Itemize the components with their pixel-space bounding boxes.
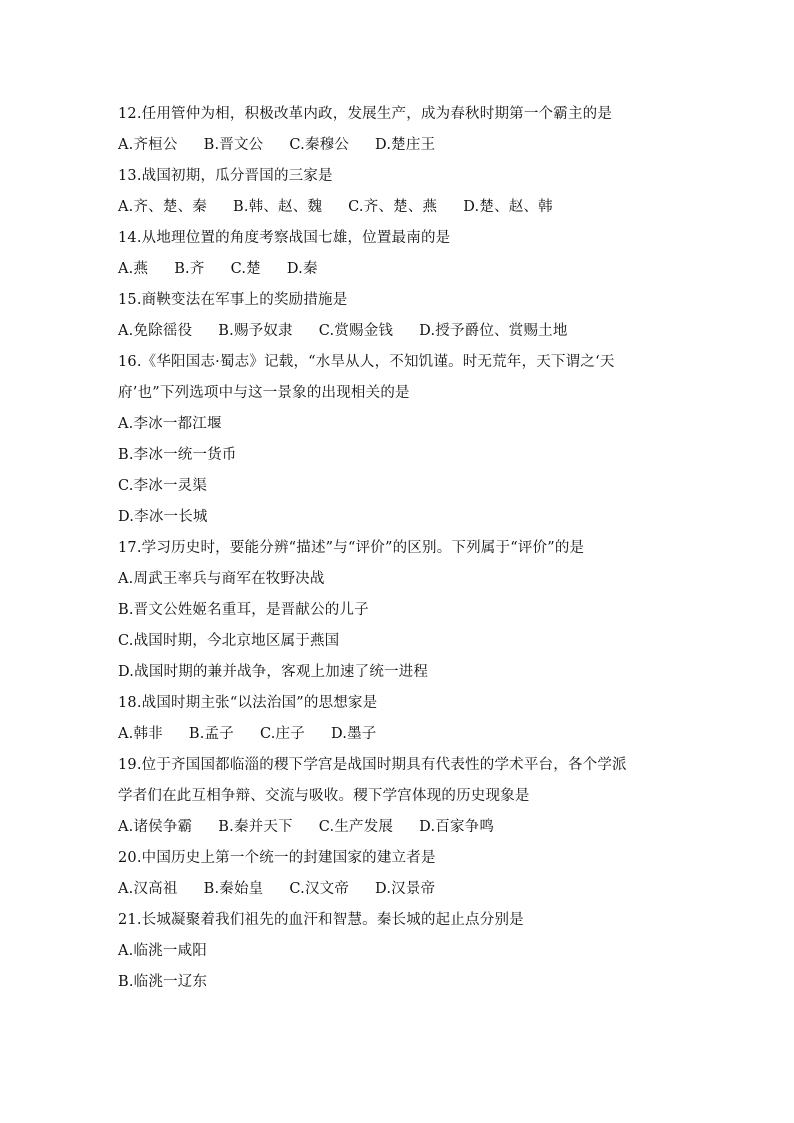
answer-option: D.汉景帝 — [375, 881, 436, 897]
question-stem: 20.中国历史上第一个统一的封建国家的建立者是 — [118, 850, 436, 866]
answer-option: A.周武王率兵与商军在牧野决战 — [118, 571, 325, 587]
answer-option: A.齐桓公 — [118, 137, 178, 153]
question-stem: 14.从地理位置的角度考察战国七雄，位置最南的是 — [118, 230, 451, 246]
answer-option: C.秦穆公 — [289, 137, 350, 153]
question-stem: 13.战国初期，瓜分晋国的三家是 — [118, 168, 333, 184]
answer-option: A.诸侯争霸 — [118, 819, 193, 835]
question-stem: 16.《华阳国志·蜀志》记载，“水旱从人，不知饥谨。时无荒年，天下谓之‘天 — [118, 354, 615, 370]
question-block — [118, 161, 698, 223]
answer-option: B.李冰一统一货币 — [118, 447, 237, 463]
answer-option: C.齐、楚、燕 — [348, 199, 438, 215]
question-block — [118, 750, 698, 843]
options-row — [118, 130, 698, 161]
answer-option: A.韩非 — [118, 726, 163, 742]
answer-option: D.百家争鸣 — [419, 819, 495, 835]
question-stem: 府’也”下列选项中与这一景象的出现相关的是 — [118, 385, 410, 401]
options-row — [118, 254, 698, 285]
answer-option: D.授予爵位、赏赐土地 — [419, 323, 568, 339]
options-row — [118, 812, 698, 843]
answer-option: A.临洮一咸阳 — [118, 943, 207, 959]
answer-option: B.赐予奴隶 — [218, 323, 293, 339]
answer-option: A.免除徭役 — [118, 323, 193, 339]
answer-option: D.楚庄王 — [375, 137, 436, 153]
answer-option: B.秦始皇 — [203, 881, 264, 897]
question-block — [118, 533, 698, 688]
answer-option: A.齐、楚、秦 — [118, 199, 207, 215]
question-block — [118, 99, 698, 161]
question-block — [118, 223, 698, 285]
answer-option: C.汉文帝 — [289, 881, 350, 897]
answer-option: B.孟子 — [188, 726, 234, 742]
options-row — [118, 192, 698, 223]
answer-option: A.汉高祖 — [118, 881, 178, 897]
question-stem: 18.战国时期主张“以法治国”的思想家是 — [118, 695, 378, 711]
answer-option: C.赏赐金钱 — [318, 323, 394, 339]
answer-option: B.韩、赵、魏 — [232, 199, 323, 215]
answer-option: D.墨子 — [330, 726, 377, 742]
question-stem: 17.学习历史时，要能分辨“描述”与“评价”的区别。下列属于“评价”的是 — [118, 540, 585, 556]
answer-option: D.秦 — [286, 261, 318, 277]
options-row — [118, 316, 698, 347]
question-block — [118, 347, 698, 533]
answer-option: C.楚 — [230, 261, 261, 277]
answer-option: A.李冰一都江堰 — [118, 416, 222, 432]
answer-option: B.晋文公 — [203, 137, 264, 153]
answer-option: C.战国时期，今北京地区属于燕国 — [118, 633, 340, 649]
options-row — [118, 719, 698, 750]
question-block — [118, 688, 698, 750]
question-stem: 21.长城凝聚着我们祖先的血汗和智慧。秦长城的起止点分别是 — [118, 912, 524, 928]
question-list — [118, 99, 698, 998]
answer-option: D.李冰一长城 — [118, 509, 208, 525]
answer-option: A.燕 — [118, 261, 149, 277]
answer-option: C.李冰一灵渠 — [118, 478, 208, 494]
answer-option: C.生产发展 — [318, 819, 394, 835]
answer-option: C.庄子 — [259, 726, 305, 742]
answer-option: B.临洮一辽东 — [118, 974, 208, 990]
question-block — [118, 285, 698, 347]
question-block — [118, 905, 698, 998]
answer-option: D.战国时期的兼并战争，客观上加速了统一进程 — [118, 664, 429, 680]
answer-option: D.楚、赵、韩 — [463, 199, 553, 215]
question-block — [118, 843, 698, 905]
question-stem: 学者们在此互相争辩、交流与吸收。稷下学宫体现的历史现象是 — [118, 788, 530, 804]
answer-option: B.秦并天下 — [218, 819, 293, 835]
options-row — [118, 874, 698, 905]
question-stem: 19.位于齐国国都临淄的稷下学宫是战国时期具有代表性的学术平台，各个学派 — [118, 757, 627, 773]
question-stem: 15.商鞅变法在军事上的奖励措施是 — [118, 292, 348, 308]
answer-option: B.齐 — [174, 261, 205, 277]
answer-option: B.晋文公姓姬名重耳，是晋献公的儿子 — [118, 602, 369, 618]
question-stem: 12.任用管仲为相，积极改革内政，发展生产，成为春秋时期第一个霸主的是 — [118, 106, 613, 122]
